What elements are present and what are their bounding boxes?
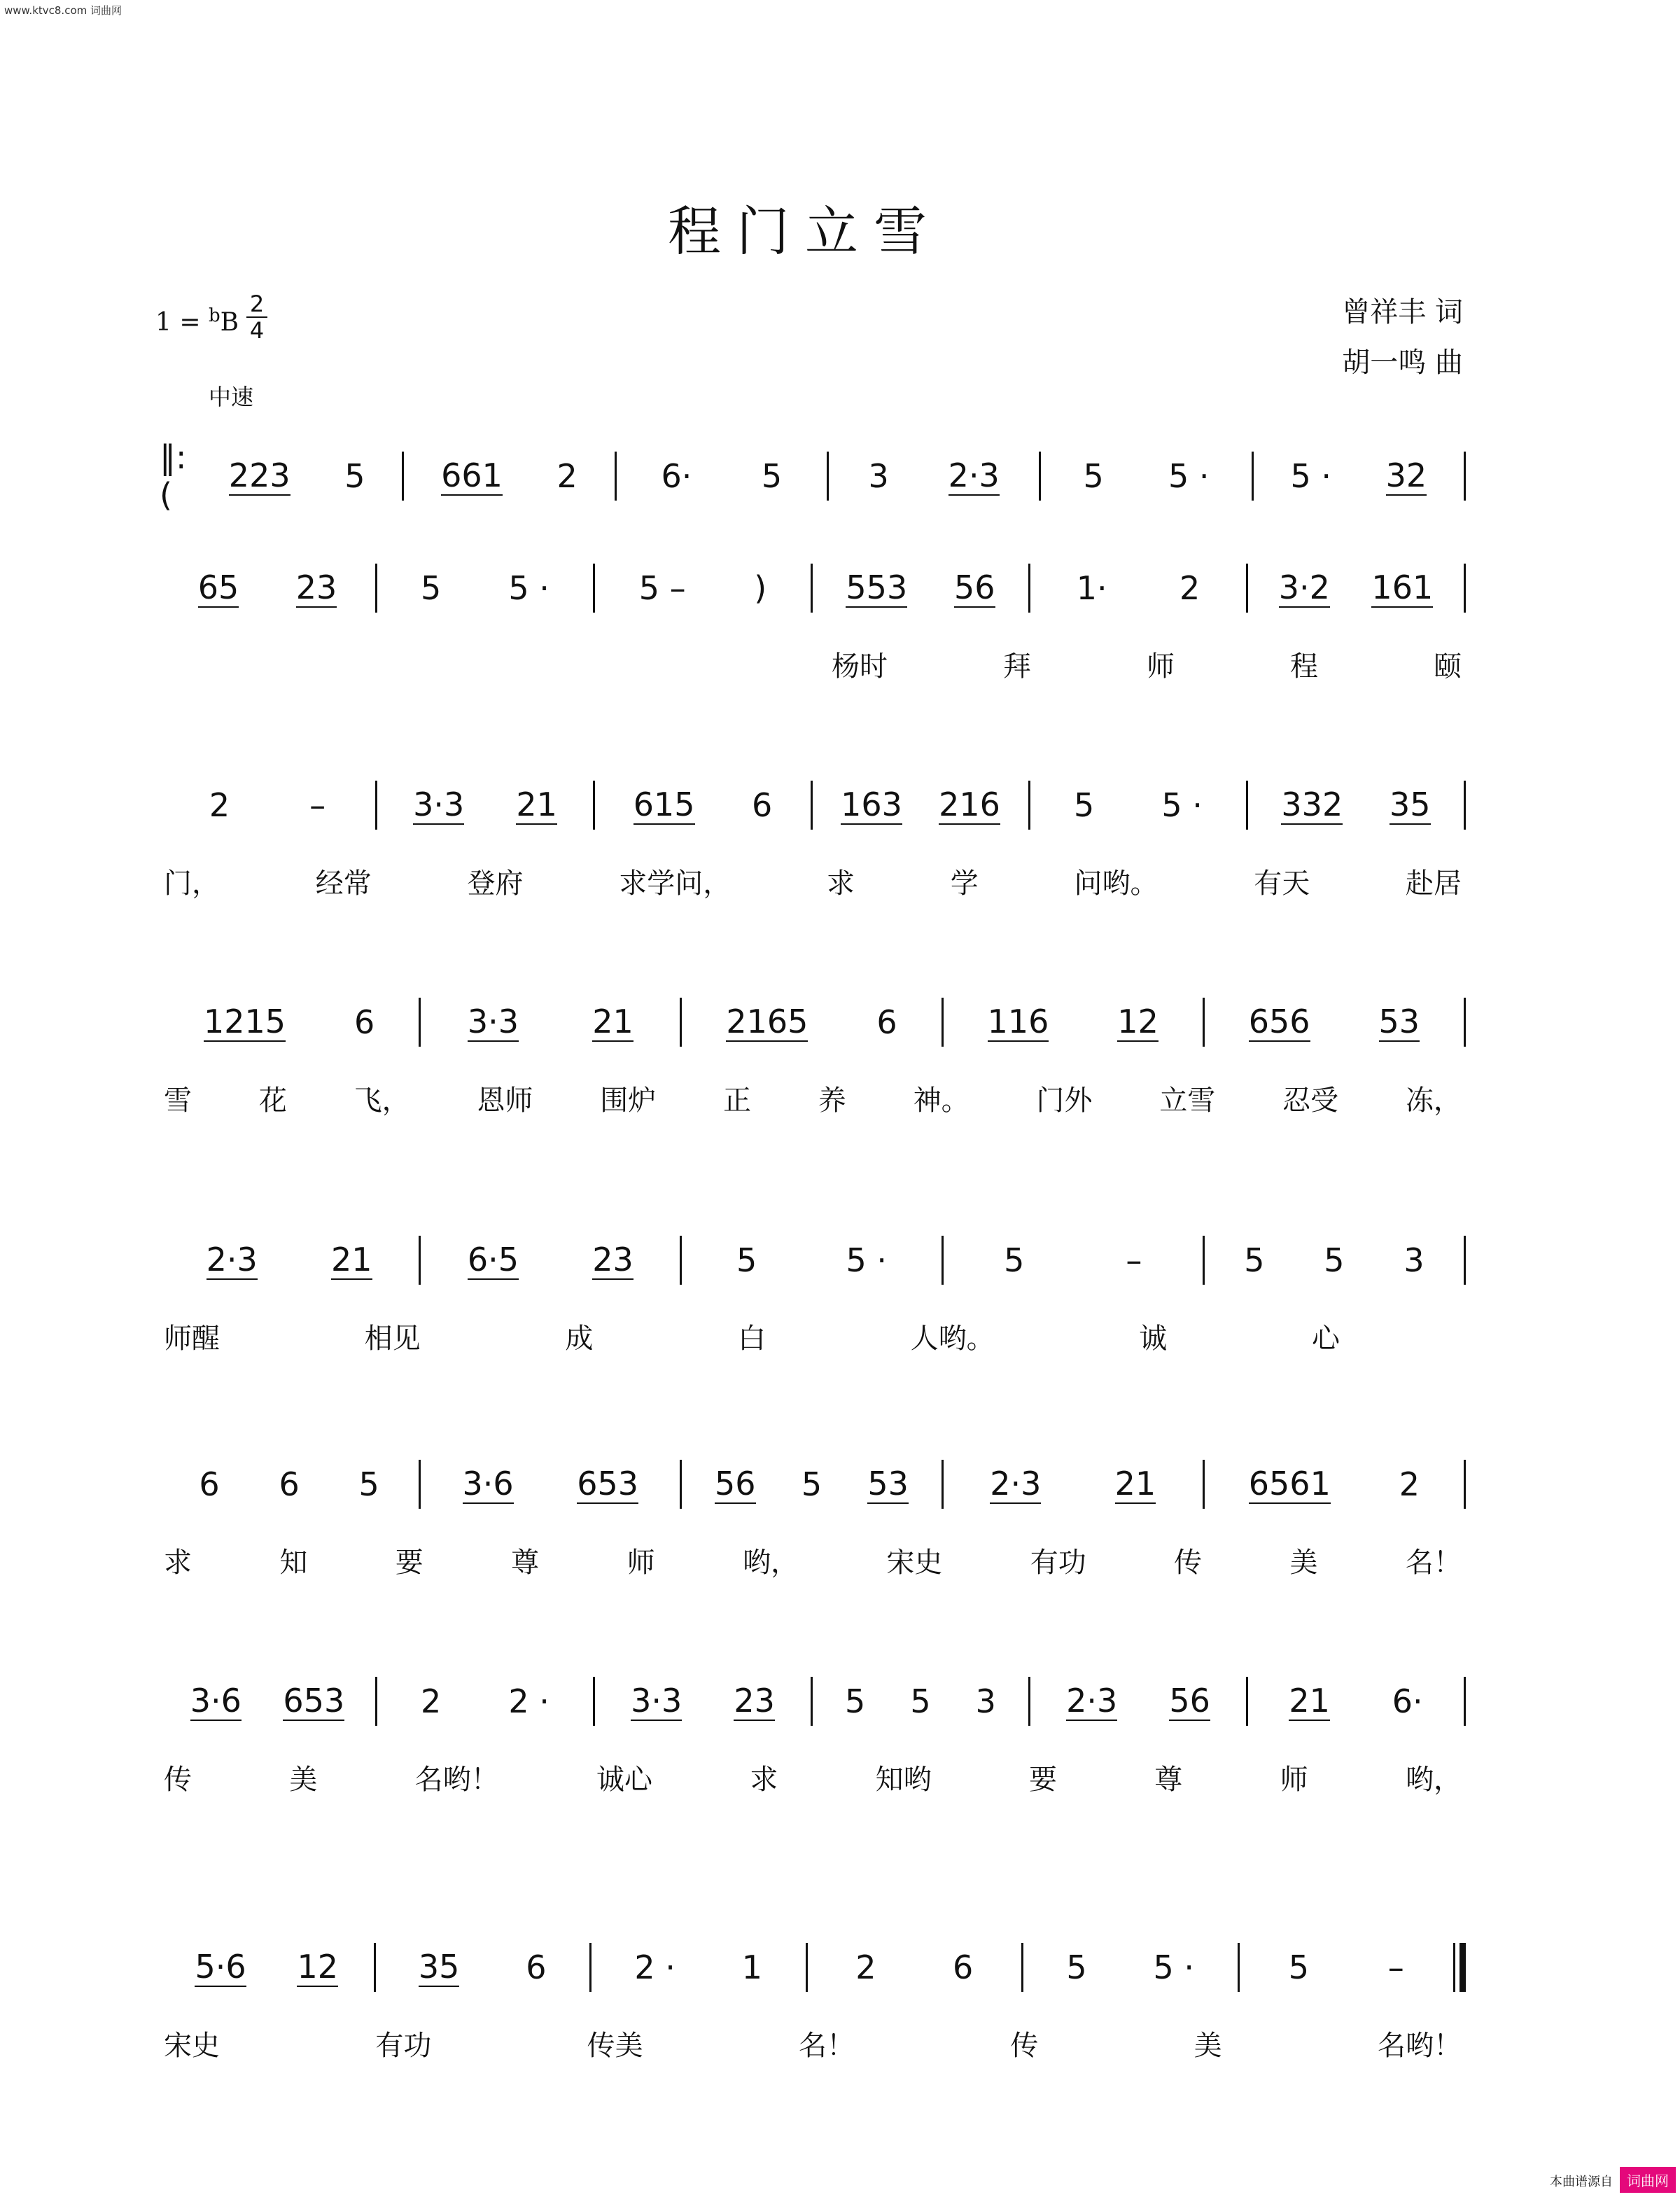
note-group: 2 [556,457,578,495]
measure [808,1948,1022,1986]
lyric-word: 雪 [164,1084,192,1117]
note-group: 12 [297,1948,339,1986]
measure [377,569,593,607]
notes-row [160,1232,1466,1288]
lyric-word: 登府 [467,867,524,900]
lyric-word: 花 [258,1084,287,1117]
barline [1464,564,1466,613]
measure [160,786,375,824]
measure [1248,569,1464,608]
lyrics-row [160,644,1466,684]
barline [1464,998,1466,1047]
measure [376,1948,590,1987]
time-signature [246,291,267,343]
lyric-word: 门外 [1036,1084,1093,1117]
lyric-word: 师 [626,1547,655,1579]
notes-row [160,560,1466,616]
lyric-word: 传美 [587,2030,643,2062]
measure [617,457,827,495]
lyric-word: 白 [737,1323,766,1355]
measure [160,1003,419,1042]
measure [592,1948,806,1986]
note-group: 3 [868,457,889,495]
barline [1464,781,1466,830]
note-group: 653 [577,1465,639,1502]
note-group: 23 [295,569,337,606]
measure [595,786,811,825]
measure [944,1465,1203,1504]
note-group: 5 [910,1682,931,1720]
lyric-word: 知哟 [875,1764,932,1796]
tempo-marking: 中速 [209,384,254,410]
note-group: 161 [1371,569,1434,606]
barline [1464,1460,1466,1509]
note-group: 3·3 [631,1682,682,1720]
lyrics-row [160,1757,1466,1797]
note-group: 5 [801,1465,822,1503]
note-group: 6· [661,457,692,495]
note-group: ) [754,569,767,607]
lyric-word: 诚 [1139,1323,1168,1355]
lyric-word: 养 [818,1084,846,1117]
lyric-word: 冻， [1405,1084,1462,1117]
note-group: 5 [1004,1241,1025,1279]
lyric-word: 恩师 [477,1084,533,1117]
lyrics-row [160,2023,1466,2063]
measure [377,1682,593,1720]
note-group: 116 [987,1003,1049,1040]
note-group: 21 [331,1241,372,1278]
barline [1464,1236,1466,1285]
measure [1254,456,1464,496]
note-group: 5 [1083,457,1104,495]
note-group: 656 [1248,1003,1310,1040]
note-group: 5 [845,1682,866,1720]
lyric-word: 要 [1028,1764,1057,1796]
note-group: 2165 [726,1003,808,1040]
notes-row [160,994,1466,1050]
notes-row [160,1456,1466,1512]
note-group: 6·5 [467,1241,519,1278]
note-group: 32 [1385,456,1427,494]
lyric-word: 诚心 [596,1764,652,1796]
note-group: 5 · [508,569,550,607]
note-group: 21 [592,1003,634,1040]
note-group: 6 [751,786,773,824]
lyric-word: 门， [164,867,220,900]
measure [1030,569,1246,607]
measure [1030,1682,1246,1721]
note-group: 2·3 [948,456,1000,494]
lyric-word: 心 [1311,1323,1340,1355]
note-group: 5 [1074,786,1095,824]
measure [1248,1682,1464,1721]
lyric-word: 宋史 [886,1547,943,1579]
note-group: 661 [441,456,503,494]
lyric-word: 名哟！ [1377,2030,1462,2062]
lyric-word: 经常 [315,867,372,900]
lyric-word: 正 [723,1084,752,1117]
key-signature [155,305,239,337]
lyric-word: 求学问， [619,867,732,900]
measure [944,1241,1203,1279]
lyric-word: 求 [827,867,855,900]
note-group: 5 – [638,569,686,607]
note-group: – [309,786,326,824]
final-barline [1453,1943,1466,1992]
measure [682,1241,941,1279]
lyrics-row [160,1078,1466,1118]
lyric-word: 尊 [511,1547,540,1579]
key-prefix: 1 = [155,308,209,337]
lyric-word: 赴居 [1406,867,1462,900]
note-group: 21 [1289,1682,1330,1720]
measure [377,786,593,825]
note-group: 5 [421,569,442,607]
note-group: 6 [526,1948,547,1986]
note-group: 223 [228,456,290,494]
note-group: 5 [1066,1948,1087,1986]
note-group: 2·3 [990,1465,1042,1502]
watermark-top: www.ktvc8.com 词曲网 [4,4,122,17]
lyric-word: 哟， [1405,1764,1462,1796]
note-group: 3·3 [413,786,465,823]
note-group: 5 [1324,1241,1345,1279]
credits [1342,287,1463,388]
lyric-word: 名！ [798,2030,855,2062]
measure [1030,786,1246,824]
note-group: 553 [846,569,908,606]
note-group: 5 · [1161,786,1203,824]
lyrics-row [160,1540,1466,1580]
note-group: 2 [855,1948,876,1986]
note-group: 23 [592,1241,634,1278]
note-group: 6 [199,1465,220,1503]
measure [1205,1003,1464,1042]
lyric-word: 宋史 [164,2030,220,2062]
measure [192,456,402,496]
note-group: 1· [1076,569,1107,607]
measure [944,1003,1203,1042]
note-group: 615 [633,786,695,823]
note-group: 5 [736,1241,757,1279]
measure [1205,1241,1464,1279]
meter-bottom: 4 [246,316,267,343]
lyric-word: 传 [1010,2030,1039,2062]
notes-row [160,1939,1466,1995]
note-group: 5 [344,457,365,495]
note-group: – [1387,1948,1404,1986]
measure [813,569,1028,608]
lyric-word: 师醒 [164,1323,220,1355]
lyric-word: 美 [1194,2030,1222,2062]
lyric-word: 程 [1290,650,1318,683]
note-group: 35 [1390,786,1431,823]
note-group: 6561 [1248,1465,1331,1502]
lyric-word: 颐 [1434,650,1462,683]
measure [160,1241,419,1280]
lyric-word: 有功 [375,2030,432,2062]
note-group: 216 [939,786,1000,823]
note-group: 21 [516,786,557,823]
note-group: 5 · [1153,1948,1195,1986]
lyric-word: 立雪 [1159,1084,1216,1117]
note-group: 2·3 [206,1241,258,1278]
measure [404,456,614,496]
note-group: 35 [418,1948,460,1986]
lyric-word: 尊 [1154,1764,1183,1796]
note-group: 6 [952,1948,974,1986]
note-group: 5·6 [195,1948,246,1986]
repeat-start: ‖:( [160,438,187,514]
note-group: 2 · [634,1948,676,1986]
lyric-word: 问哟。 [1074,867,1158,900]
measure [595,1682,811,1721]
note-group: 6 [876,1003,897,1041]
measure [813,786,1028,825]
note-group: 6· [1392,1682,1423,1720]
lyrics-row [160,861,1466,901]
lyric-word: 忍受 [1282,1084,1339,1117]
lyric-word: 相见 [364,1323,421,1355]
note-group: 5 [358,1465,379,1503]
note-group: 2 [1180,569,1200,607]
note-group: 3·2 [1278,569,1330,606]
lyric-word: 传 [1174,1547,1203,1579]
measure [1205,1465,1464,1504]
measure [1248,786,1464,825]
lyric-word: 学 [950,867,979,900]
lyric-word: 成 [565,1323,594,1355]
measure [421,1003,680,1042]
barline [1464,452,1466,501]
note-group: 3·6 [462,1465,514,1502]
lyric-word: 求 [750,1764,778,1796]
note-group: 65 [197,569,239,606]
lyric-word: 杨时 [832,650,888,683]
note-group: 2 [1399,1465,1420,1503]
note-group: 5 [761,457,783,495]
note-group: 3 [1404,1241,1424,1279]
lyric-word: 名哟！ [414,1764,499,1796]
barline [1464,1677,1466,1726]
measure [421,1465,680,1504]
notes-row [160,1673,1466,1729]
lyric-word: 师 [1147,650,1175,683]
note-group: 6 [354,1003,375,1041]
note-group: 56 [1169,1682,1210,1720]
composer: 胡一鸣 曲 [1342,347,1463,379]
note-group: 5 [1244,1241,1265,1279]
note-group: 56 [954,569,995,606]
note-group: 163 [841,786,902,823]
lyric-word: 知 [279,1547,308,1579]
lyric-word: 师 [1280,1764,1308,1796]
lyric-word: 飞， [354,1084,410,1117]
measure [160,1948,374,1987]
lyric-word: 要 [395,1547,424,1579]
note-group: 2 [209,786,230,824]
measure [160,569,375,608]
lyric-word: 求 [164,1547,192,1579]
lyric-word: 名！ [1405,1547,1462,1579]
note-group: – [1126,1241,1142,1279]
measure [1023,1948,1238,1986]
note-group: 5 · [1168,457,1210,495]
note-group: 1 [741,1948,763,1986]
note-group: 21 [1114,1465,1156,1502]
note-group: 332 [1281,786,1343,823]
lyric-word: 传 [164,1764,192,1796]
lyrics-row [160,1316,1466,1356]
measure [421,1241,680,1280]
lyric-word: 拜 [1003,650,1031,683]
note-group: 5 · [1290,457,1331,495]
note-group: 5 [1288,1948,1310,1986]
key-tonic: B [220,308,239,337]
measure [595,569,811,607]
note-group: 3·6 [190,1682,241,1720]
note-group: 2·3 [1066,1682,1118,1720]
note-group: 12 [1117,1003,1158,1040]
page-title: 程门立雪 [668,200,942,263]
note-group: 23 [734,1682,775,1720]
lyric-word: 哟， [742,1547,799,1579]
note-group: 3·3 [467,1003,519,1040]
lyric-word: 美 [289,1764,318,1796]
measure [160,1465,419,1503]
lyric-word: 神。 [913,1084,969,1117]
watermark-bottom-text: 本曲谱源自 [1550,2175,1613,2189]
meter-top: 2 [249,291,265,317]
lyric-word: 有天 [1254,867,1310,900]
note-group: 1215 [203,1003,286,1040]
lyric-word: 围炉 [600,1084,657,1117]
note-group: 56 [715,1465,756,1502]
note-group: 5 · [846,1241,887,1279]
watermark-bottom-badge: 词曲网 [1620,2167,1676,2193]
note-group: 6 [279,1465,300,1503]
notes-row [160,777,1466,833]
measure [813,1682,1028,1720]
notes-row [160,438,1466,514]
lyricist: 曾祥丰 词 [1342,296,1463,328]
measure [829,456,1039,496]
lyric-word: 美 [1289,1547,1318,1579]
note-group: 53 [867,1465,909,1502]
note-group: 3 [975,1682,996,1720]
lyric-word: 人哟。 [910,1323,995,1355]
measure [1240,1948,1454,1986]
note-group: 653 [283,1682,345,1720]
measure [160,1682,375,1721]
measure [682,1003,941,1042]
measure [1041,457,1251,495]
note-group: 2 · [508,1682,550,1720]
note-group: 2 [421,1682,442,1720]
key-flat: b [208,305,220,326]
note-group: 53 [1378,1003,1420,1040]
lyric-word: 有功 [1030,1547,1086,1579]
measure [682,1465,941,1504]
